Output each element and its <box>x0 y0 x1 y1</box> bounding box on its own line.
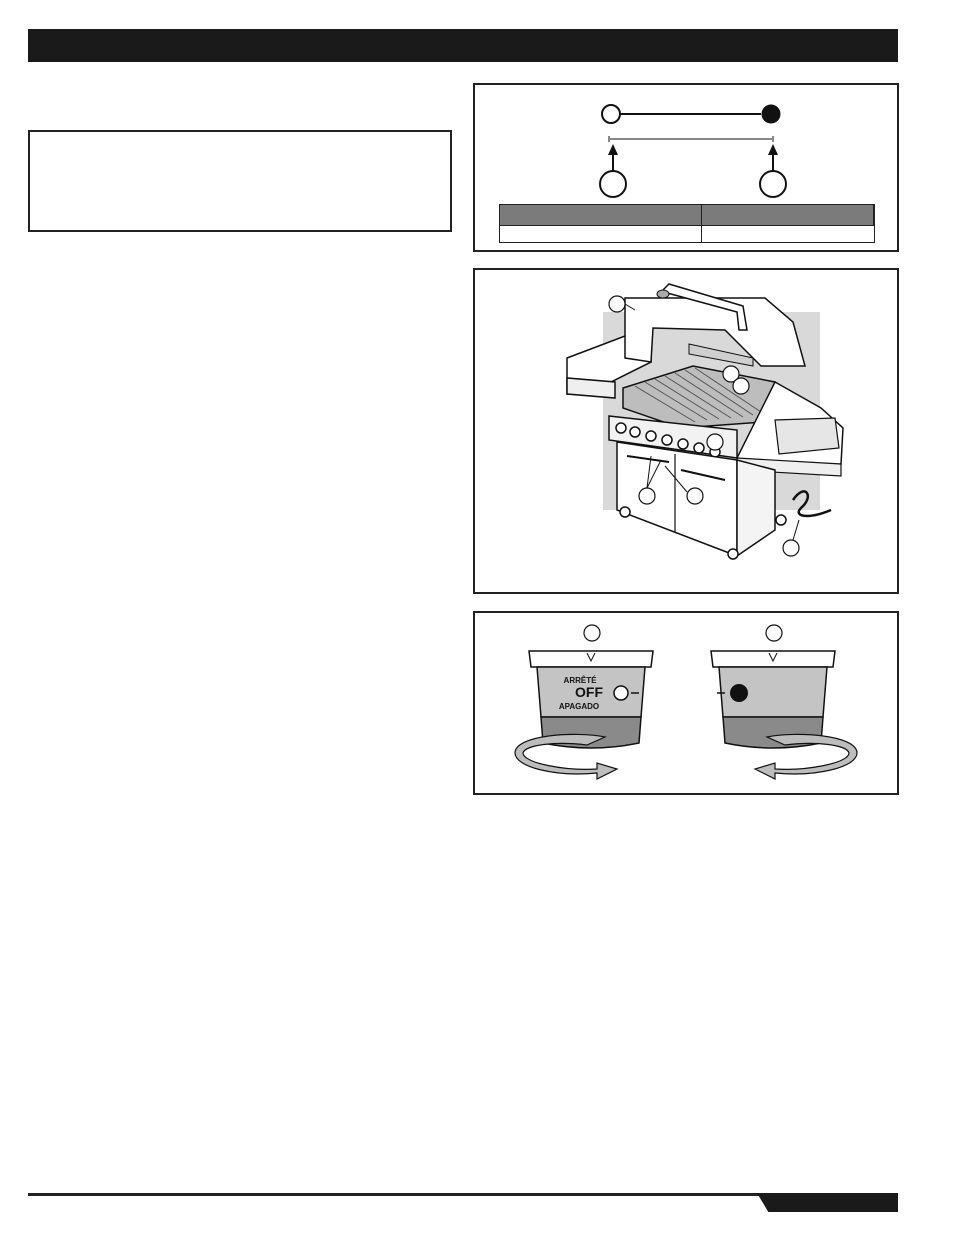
symbol-legend-figure <box>473 83 899 252</box>
knob-cap <box>529 651 653 667</box>
callout-circle <box>760 171 786 197</box>
table-cell <box>500 225 702 242</box>
open-circle-symbol <box>602 105 620 123</box>
footer-page-tab <box>757 1193 898 1212</box>
table-cell <box>702 225 874 242</box>
on-indicator-filled-circle <box>730 684 748 702</box>
page-header-bar <box>28 29 898 62</box>
burner-knob <box>678 439 688 449</box>
filled-circle-symbol <box>762 105 781 124</box>
callout-circle <box>766 625 782 641</box>
side-burner <box>775 418 839 454</box>
knob-label-es: APAGADO <box>558 702 600 711</box>
warning-box <box>28 130 452 232</box>
off-indicator-open-circle <box>614 686 628 700</box>
burner-knob <box>646 431 656 441</box>
knob-label-fr: ARRÊTÉ <box>563 676 597 685</box>
callout-circle <box>584 625 600 641</box>
caster-wheel <box>728 549 738 559</box>
caster-wheel <box>776 515 786 525</box>
grill-illustration-figure <box>473 268 899 594</box>
knob-label-en: OFF <box>575 684 603 700</box>
burner-knob <box>694 443 704 453</box>
callout-circle <box>600 171 626 197</box>
caster-wheel <box>620 507 630 517</box>
burner-knob <box>630 427 640 437</box>
control-knob-diagram <box>475 613 897 793</box>
control-knob-figure <box>473 611 899 795</box>
burner-knob <box>662 435 672 445</box>
grill-illustration <box>475 270 897 592</box>
knob-cap <box>711 651 835 667</box>
table-header-cell <box>500 205 702 225</box>
symbol-legend-table <box>499 204 875 243</box>
grill-cabinet <box>617 442 737 556</box>
burner-knob <box>616 423 626 433</box>
table-header-cell <box>702 205 874 225</box>
